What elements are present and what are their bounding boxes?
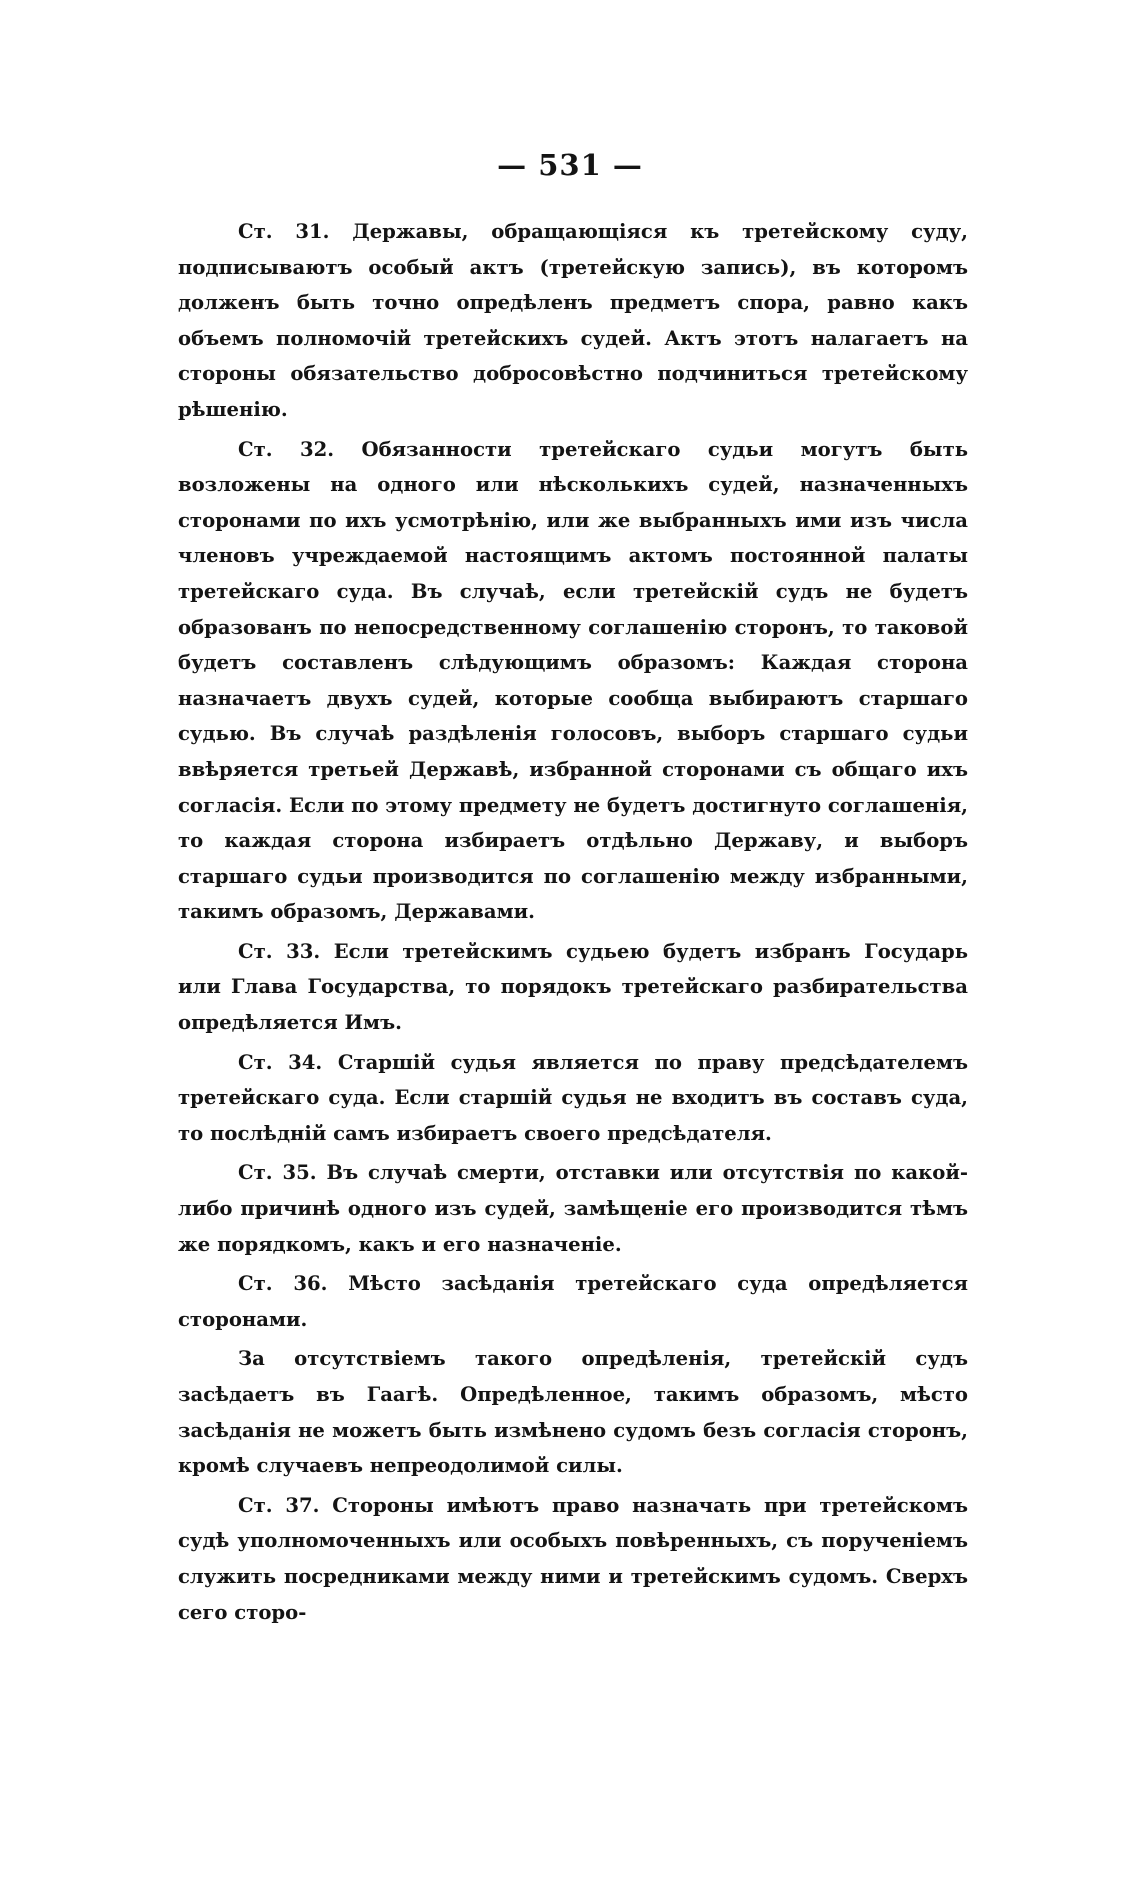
article-label: Ст. 35. (238, 1161, 317, 1185)
article-36 (178, 1266, 968, 1337)
article-36-continuation (178, 1341, 968, 1483)
article-label: Ст. 36. (238, 1272, 328, 1296)
article-33 (178, 934, 968, 1041)
article-label: Ст. 34. (238, 1050, 323, 1074)
article-text: Обязанности третейскаго судьи могутъ быть возложены на одного или нѣсколькихъ судей, назначенныхъ сторонами по ихъ усмотрѣнію, или же выбранныхъ ими изъ числа членовъ учреждаемой настоящимъ актомъ постоянной палаты третейскаго суда. Въ случаѣ, если третейскій судъ не будетъ образованъ по непосредственному соглашенію сторонъ, то таковой будетъ составленъ слѣдующимъ образомъ: Каждая сторона назначаетъ двухъ судей, которые сообща выбираютъ старшаго судью. Въ случаѣ раздѣленія голосовъ, выборъ старшаго судьи ввѣряется третьей Державѣ, избранной сторонами съ общаго ихъ согласія. Если по этому предмету не будетъ достигнуто соглашенія, то каждая сторона избираетъ отдѣльно Державу, и выборъ старшаго судьи производится по соглашенію между избранными, такимъ образомъ, Державами. (178, 437, 969, 924)
article-32 (178, 432, 968, 930)
page-number: — 531 — (497, 148, 643, 182)
article-text: Старшій судья является по праву предсѣдателемъ третейскаго суда. Если старшій судья не входитъ въ составъ суда, то послѣдній самъ избираетъ своего предсѣдателя. (178, 1050, 968, 1145)
article-text: Если третейскимъ судьею будетъ избранъ Государь или Глава Государства, то порядокъ третейскаго разбирательства опредѣляется Имъ. (178, 939, 969, 1035)
article-37 (178, 1488, 968, 1630)
article-35 (178, 1155, 968, 1262)
body-text (178, 214, 968, 1634)
article-text: Мѣсто засѣданія третейскаго суда опредѣляется сторонами. (178, 1272, 969, 1331)
article-label: Ст. 32. (238, 437, 335, 461)
article-label: Ст. 37. (238, 1493, 320, 1517)
article-34 (178, 1045, 968, 1152)
article-label: Ст. 33. (238, 939, 321, 963)
article-text: Державы, обращающіяся къ третейскому суду, подписываютъ особый актъ (третейскую запись), въ которомъ долженъ быть точно опредѣленъ предметъ спора, равно какъ объемъ полномочій третейскихъ судей. Актъ этотъ налагаетъ на стороны обязательство добросовѣстно подчиниться третейскому рѣшенію. (178, 220, 969, 421)
article-31 (178, 214, 968, 428)
article-text: Въ случаѣ смерти, отставки или отсутствія по какой-либо причинѣ одного изъ судей, замѣщеніе его производится тѣмъ же порядкомъ, какъ и его назначеніе. (178, 1161, 969, 1256)
article-label: Ст. 31. (238, 220, 330, 243)
article-text: Стороны имѣютъ право назначать при третейскомъ судѣ уполномоченныхъ или особыхъ повѣренныхъ, съ порученіемъ служить посредниками между ними и третейскимъ судомъ. Сверхъ сего сторо- (178, 1493, 969, 1624)
article-text: За отсутствіемъ такого опредѣленія, третейскій судъ засѣдаетъ въ Гаагѣ. Опредѣленное, такимъ образомъ, мѣсто засѣданія не можетъ быть измѣнено судомъ безъ согласія сторонъ, кромѣ случаевъ непреодолимой силы. (178, 1347, 968, 1478)
